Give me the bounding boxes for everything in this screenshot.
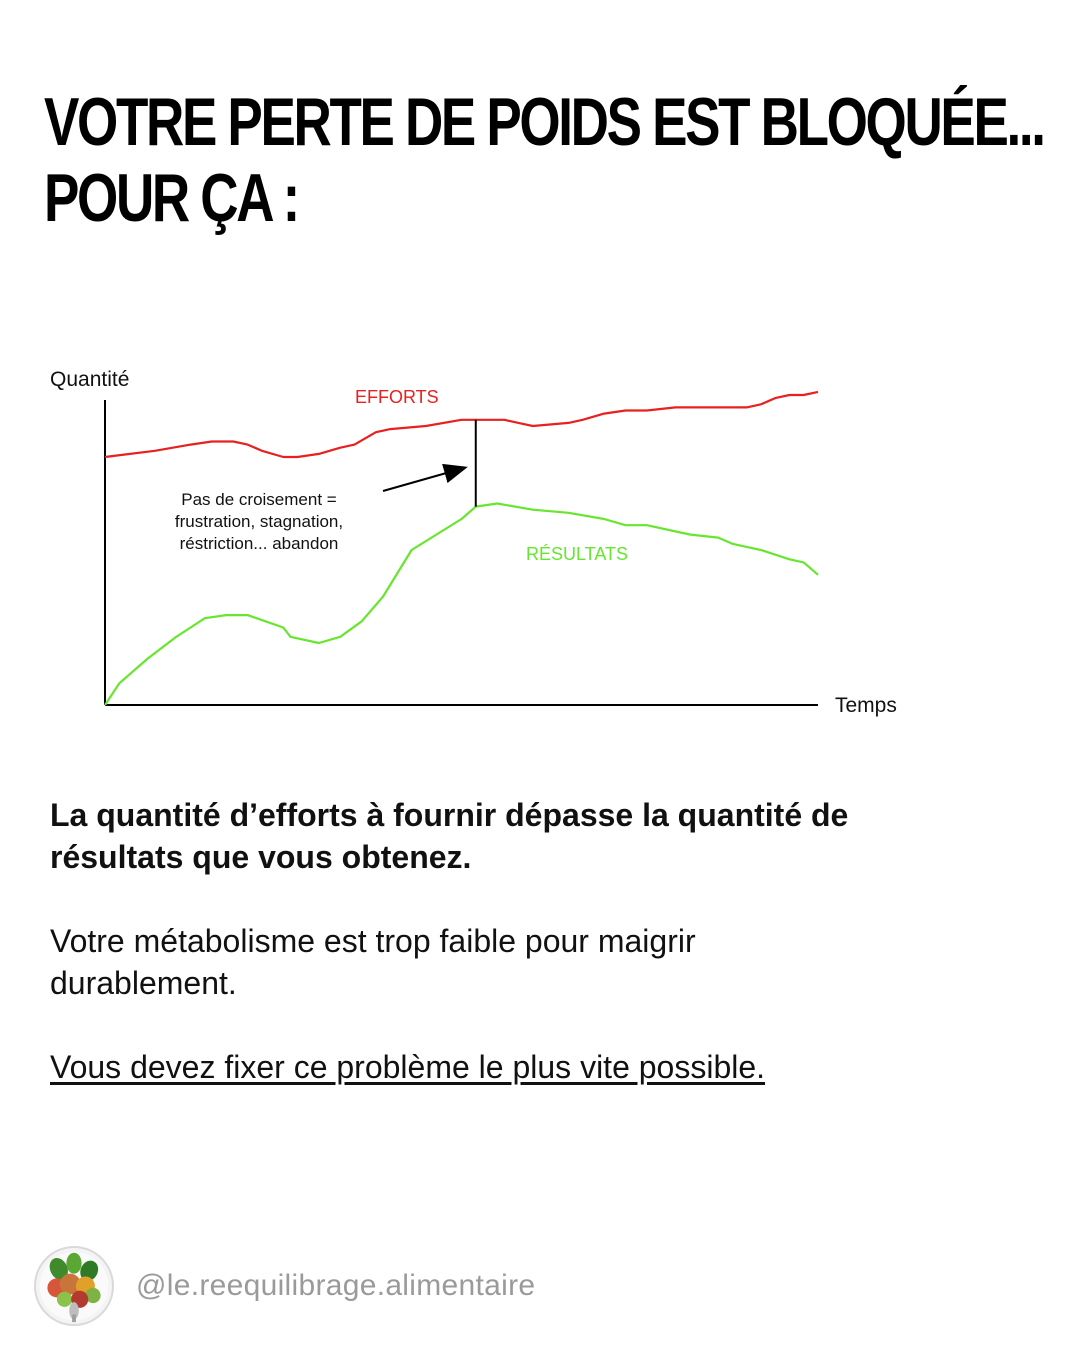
page-title [44, 84, 1044, 236]
annotation-line-2: frustration, stagnation, [174, 512, 344, 531]
account-handle[interactable]: @le.reequilibrage.alimentaire [136, 1269, 536, 1302]
main-statement [50, 794, 1030, 878]
metabolism-statement-line-1: Votre métabolisme est trop faible pour maigrir [50, 923, 696, 959]
metabolism-statement [50, 920, 1030, 1004]
annotation-arrow [383, 468, 464, 491]
metabolism-statement-line-2: durablement. [50, 965, 237, 1001]
title-line-1: VOTRE PERTE DE POIDS EST BLOQUÉE... [44, 84, 1044, 160]
main-statement-line-1: La quantité d’efforts à fournir dépasse la quantité de [50, 797, 849, 833]
effort-results-chart [0, 350, 1080, 750]
x-axis-label: Temps [835, 694, 897, 717]
efforts-series-label: EFFORTS [355, 387, 439, 407]
footer [34, 1244, 535, 1328]
avatar[interactable] [34, 1246, 114, 1326]
vegetables-logo-icon [36, 1248, 112, 1324]
annotation-line-1: Pas de croisement = [181, 490, 337, 509]
results-series-label: RÉSULTATS [526, 544, 629, 564]
title-line-2: POUR ÇA : [44, 160, 298, 236]
main-statement-line-2: résultats que vous obtenez. [50, 839, 472, 875]
y-axis-label: Quantité [50, 368, 130, 391]
call-to-action: Vous devez fixer ce problème le plus vite possible. [50, 1049, 766, 1085]
annotation-line-3: réstriction... abandon [179, 534, 339, 553]
efforts-series-line [105, 392, 818, 457]
